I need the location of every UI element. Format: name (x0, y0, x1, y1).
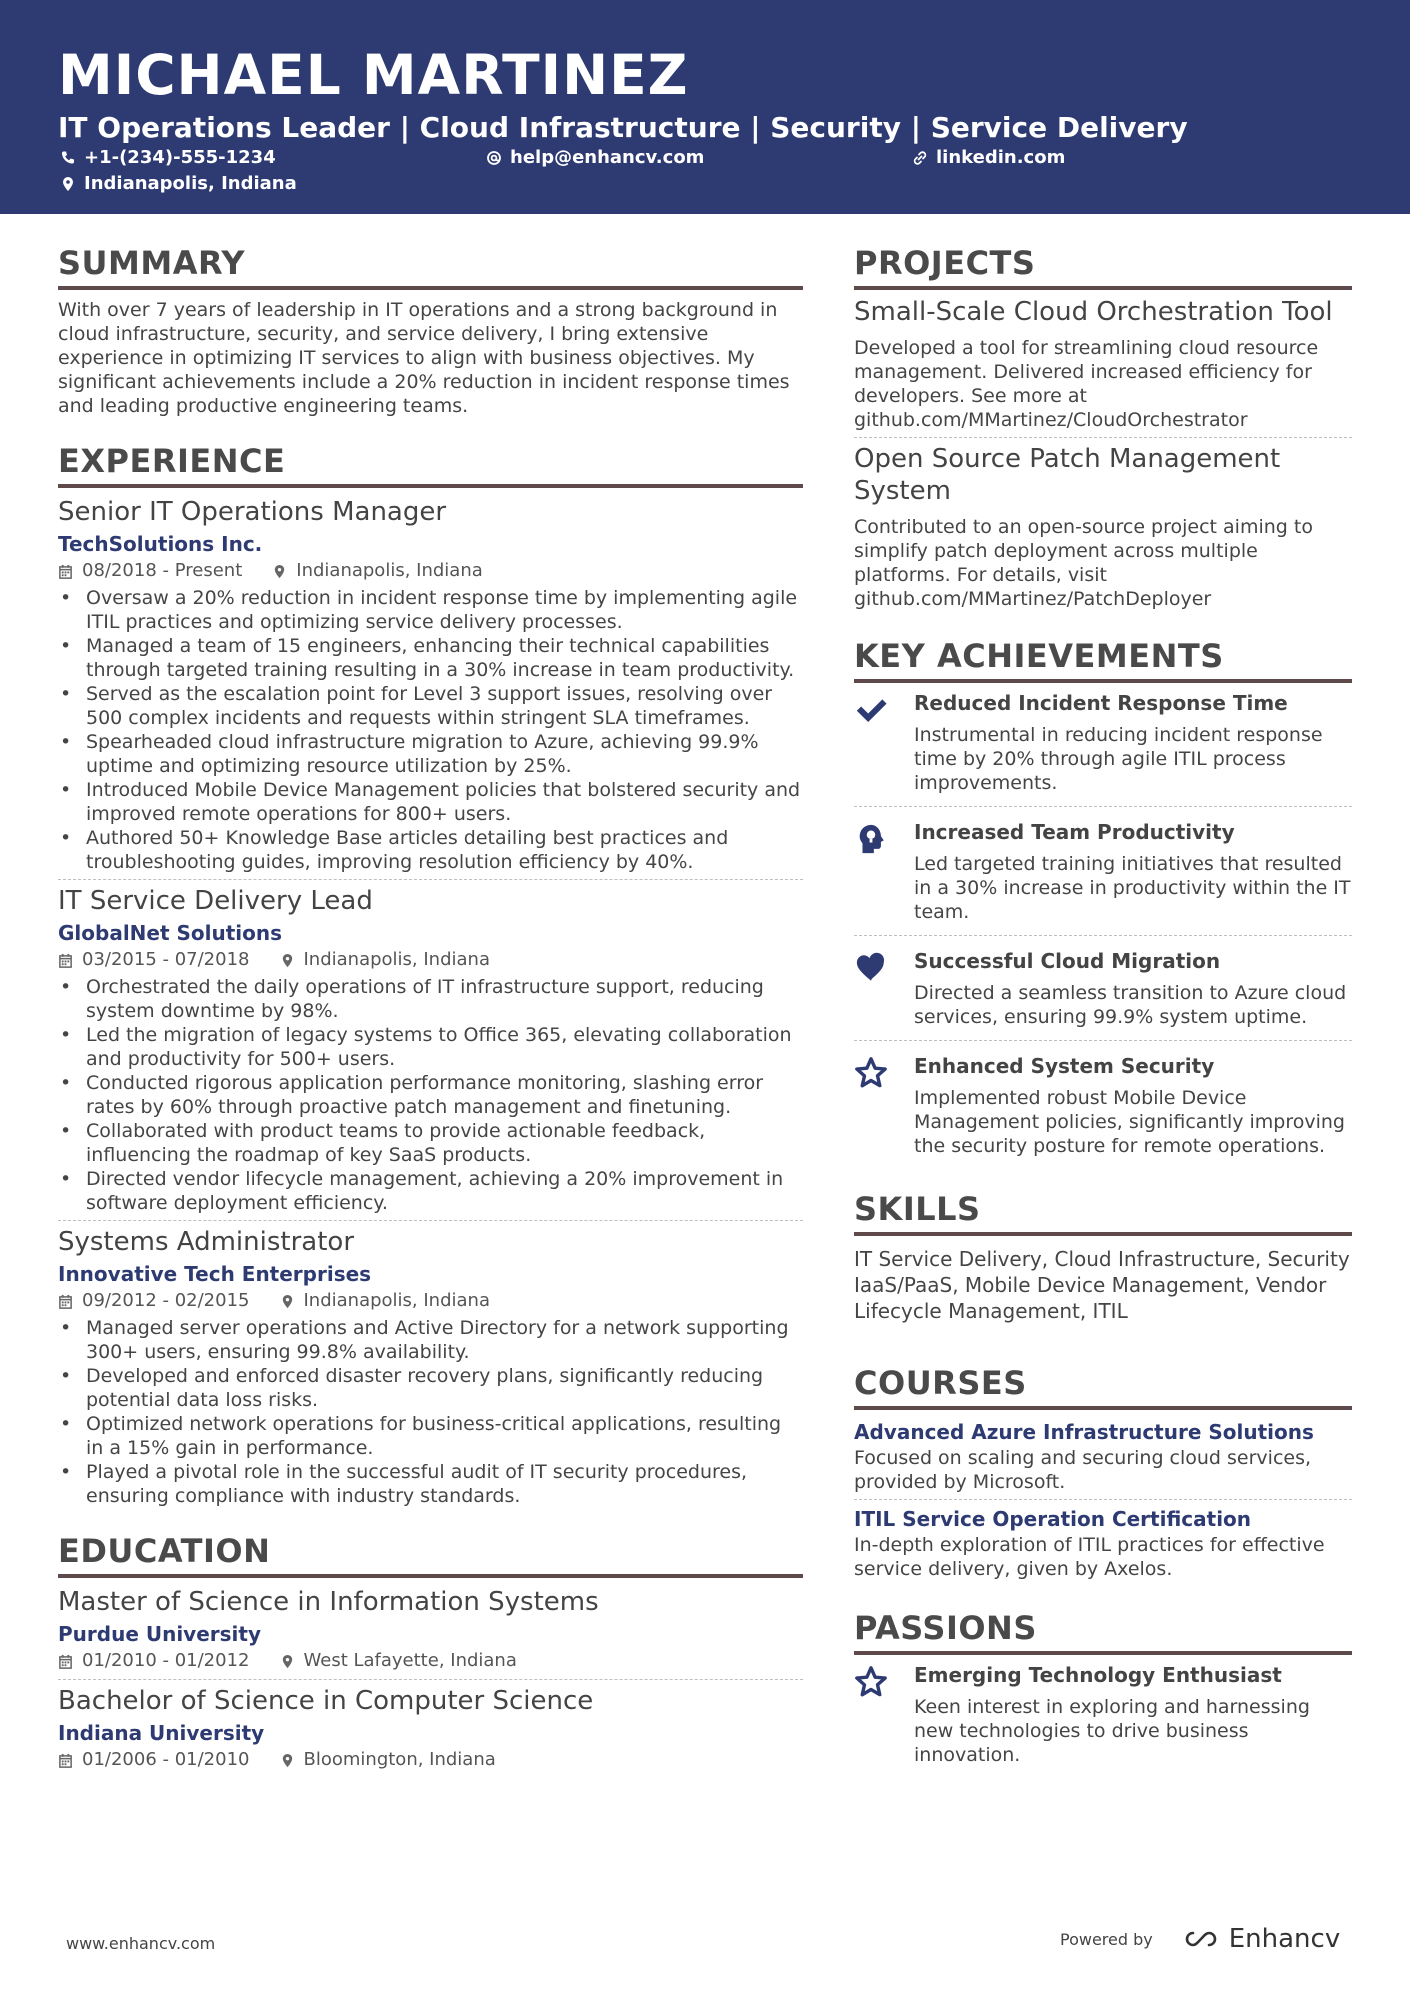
passions-section (854, 1609, 1352, 1773)
education-dates: 01/2010 - 01/2012 (82, 1650, 250, 1671)
calendar-icon (58, 953, 73, 968)
location-pin-icon (280, 1654, 295, 1669)
star-icon (854, 1056, 888, 1090)
achievement-title: Successful Cloud Migration (914, 949, 1221, 973)
experience-section (58, 442, 803, 1508)
location-pin-icon (60, 176, 76, 192)
passions-heading: PASSIONS (854, 1609, 1352, 1655)
achievement-item (854, 683, 1352, 801)
bullet-item: • Authored 50+ Knowledge Base articles detailing best practices and troubleshooting guides, improving resolution efficiency by 40%. (58, 826, 803, 874)
bullet-item: • Spearheaded cloud infrastructure migration to Azure, achieving 99.9% uptime and optimizing resource utilization by 25%. (58, 730, 803, 778)
education-location: Bloomington, Indiana (303, 1749, 496, 1770)
job-role: IT Service Delivery Lead (58, 886, 373, 916)
project-item (854, 296, 1352, 432)
project-description: Contributed to an open-source project aiming to simplify patch deployment across multiple platforms. For details, visit github.com/MMartinez/PatchDeployer (854, 516, 1313, 610)
projects-heading: PROJECTS (854, 244, 1352, 290)
linkedin-text: linkedin.com (936, 147, 1066, 168)
location-pin-icon (280, 1753, 295, 1768)
passion-item (854, 1655, 1352, 1773)
passion-title: Emerging Technology Enthusiast (914, 1663, 1282, 1687)
resume-header (0, 0, 1410, 214)
summary-section (58, 244, 803, 418)
course-description: In-depth exploration of ITIL practices for effective service delivery, given by Axelos. (854, 1534, 1325, 1580)
bullet-item: • Led the migration of legacy systems to Office 365, elevating collaboration and productivity for 500+ users. (58, 1023, 803, 1071)
divider (854, 1499, 1352, 1500)
location-pin-icon (280, 1294, 295, 1309)
course-item (854, 1418, 1352, 1494)
location-text: Indianapolis, Indiana (84, 173, 297, 194)
footer-website[interactable]: www.enhancv.com (66, 1934, 216, 1953)
job-bullets (58, 975, 803, 1215)
checkmark-icon (854, 693, 888, 727)
bullet-item: • Optimized network operations for business-critical applications, resulting in a 15% gain in performance. (58, 1412, 803, 1460)
right-column (854, 244, 1352, 1773)
job-bullets (58, 1316, 803, 1508)
link-icon (912, 150, 928, 166)
experience-item (58, 496, 803, 874)
left-column (58, 244, 803, 1773)
calendar-icon (58, 1654, 73, 1669)
achievement-description: Instrumental in reducing incident response time by 20% through agile ITIL process improvements. (914, 724, 1323, 794)
summary-heading: SUMMARY (58, 244, 803, 290)
education-item (58, 1685, 803, 1773)
bullet-item: • Oversaw a 20% reduction in incident response time by implementing agile ITIL practices and optimizing service delivery processes. (58, 586, 803, 634)
bullet-item: • Managed a team of 15 engineers, enhancing their technical capabilities through targeted training resulting in a 30% increase in team productivity. (58, 634, 803, 682)
experience-item (58, 1226, 803, 1508)
calendar-icon (58, 1753, 73, 1768)
job-role: Senior IT Operations Manager (58, 497, 447, 527)
experience-heading: EXPERIENCE (58, 442, 803, 488)
project-title: Small-Scale Cloud Orchestration Tool (854, 297, 1333, 327)
brand-name: Enhancv (1228, 1924, 1341, 1954)
education-item (58, 1586, 803, 1674)
at-icon (486, 150, 502, 166)
divider (854, 437, 1352, 438)
bullet-item: • Collaborated with product teams to provide actionable feedback, influencing the roadmap of key SaaS products. (58, 1119, 803, 1167)
education-meta (58, 1747, 803, 1773)
achievement-description: Implemented robust Mobile Device Management policies, significantly improving the security posture for remote operations. (914, 1087, 1345, 1157)
location-pin-icon (280, 953, 295, 968)
linkedin-contact[interactable] (912, 146, 1065, 170)
head-idea-icon (854, 822, 888, 856)
achievement-item (854, 812, 1352, 930)
phone-contact[interactable] (60, 146, 276, 170)
bullet-item: • Managed server operations and Active Directory for a network supporting 300+ users, ensuring 99.8% availability. (58, 1316, 803, 1364)
job-dates: 08/2018 - Present (82, 560, 243, 581)
courses-heading: COURSES (854, 1364, 1352, 1410)
location-pin-icon (272, 564, 287, 579)
achievement-title: Increased Team Productivity (914, 820, 1235, 844)
achievement-title: Enhanced System Security (914, 1054, 1215, 1078)
course-description: Focused on scaling and securing cloud services, provided by Microsoft. (854, 1447, 1312, 1493)
company-name: GlobalNet Solutions (58, 921, 283, 945)
project-description: Developed a tool for streamlining cloud resource management. Delivered increased efficiency for developers. See more at github.com/MMartinez/CloudOrchestrator (854, 337, 1319, 431)
job-location: Indianapolis, Indiana (303, 949, 490, 970)
degree: Master of Science in Information Systems (58, 1587, 599, 1617)
bullet-item: • Conducted rigorous application performance monitoring, slashing error rates by 60% through proactive patch management and finetuning. (58, 1071, 803, 1119)
education-section (58, 1532, 803, 1773)
job-location: Indianapolis, Indiana (303, 1290, 490, 1311)
bullet-item: • Introduced Mobile Device Management policies that bolstered security and improved remote operations for 800+ users. (58, 778, 803, 826)
divider (58, 1679, 803, 1680)
course-title: ITIL Service Operation Certification (854, 1507, 1252, 1531)
email-contact[interactable] (486, 146, 704, 170)
skills-section (854, 1190, 1352, 1324)
candidate-name: MICHAEL MARTINEZ (58, 43, 689, 107)
bullet-item: • Developed and enforced disaster recovery plans, significantly reducing potential data loss risks. (58, 1364, 803, 1412)
job-meta (58, 1288, 803, 1314)
skills-heading: SKILLS (854, 1190, 1352, 1236)
email-text: help@enhancv.com (510, 147, 705, 168)
project-item (854, 443, 1352, 611)
job-meta (58, 947, 803, 973)
candidate-title: IT Operations Leader | Cloud Infrastructure | Security | Service Delivery (58, 111, 1188, 144)
phone-text: +1-(234)-555-1234 (84, 147, 276, 168)
degree: Bachelor of Science in Computer Science (58, 1686, 594, 1716)
achievement-description: Directed a seamless transition to Azure cloud services, ensuring 99.9% system uptime. (914, 982, 1347, 1028)
job-dates: 09/2012 - 02/2015 (82, 1290, 250, 1311)
divider (58, 879, 803, 880)
course-item (854, 1505, 1352, 1581)
enhancv-logo-icon (1179, 1927, 1223, 1951)
job-meta (58, 558, 803, 584)
school-name: Purdue University (58, 1622, 261, 1646)
phone-icon (60, 150, 76, 166)
job-dates: 03/2015 - 07/2018 (82, 949, 250, 970)
bullet-item: • Served as the escalation point for Level 3 support issues, resolving over 500 complex incidents and requests within stringent SLA timeframes. (58, 682, 803, 730)
achievement-title: Reduced Incident Response Time (914, 691, 1288, 715)
powered-by-label: Powered by (1060, 1929, 1153, 1949)
heart-icon (854, 951, 888, 985)
passion-description: Keen interest in exploring and harnessing new technologies to drive business innovation. (914, 1696, 1310, 1766)
courses-section (854, 1364, 1352, 1581)
achievements-section (854, 637, 1352, 1164)
divider (854, 806, 1352, 807)
education-dates: 01/2006 - 01/2010 (82, 1749, 250, 1770)
location-contact (60, 172, 297, 196)
achievement-item (854, 941, 1352, 1035)
project-title: Open Source Patch Management System (854, 444, 1281, 506)
footer-branding[interactable] (1060, 1924, 1340, 1954)
bullet-item: • Orchestrated the daily operations of IT infrastructure support, reducing system downtime by 98%. (58, 975, 803, 1023)
job-role: Systems Administrator (58, 1227, 355, 1257)
divider (854, 1040, 1352, 1041)
skills-list: IT Service Delivery, Cloud Infrastructure, Security IaaS/PaaS, Mobile Device Management, Vendor Lifecycle Management, ITIL (854, 1247, 1350, 1323)
bullet-item: • Directed vendor lifecycle management, achieving a 20% improvement in software deployment efficiency. (58, 1167, 803, 1215)
job-location: Indianapolis, Indiana (296, 560, 483, 581)
achievement-item (854, 1046, 1352, 1164)
school-name: Indiana University (58, 1721, 265, 1745)
achievement-description: Led targeted training initiatives that resulted in a 30% increase in productivity within the IT team. (914, 853, 1351, 923)
summary-text: With over 7 years of leadership in IT operations and a strong background in cloud infrastructure, security, and service delivery, I bring extensive experience in optimizing IT services to align with business objectives. My significant achievements include a 20% reduction in incident response times and leading productive engineering teams. (58, 299, 790, 417)
education-heading: EDUCATION (58, 1532, 803, 1578)
achievements-heading: KEY ACHIEVEMENTS (854, 637, 1352, 683)
job-bullets (58, 586, 803, 874)
divider (854, 935, 1352, 936)
education-location: West Lafayette, Indiana (303, 1650, 517, 1671)
calendar-icon (58, 1294, 73, 1309)
projects-section (854, 244, 1352, 611)
calendar-icon (58, 564, 73, 579)
experience-item (58, 885, 803, 1215)
star-icon (854, 1665, 888, 1699)
company-name: Innovative Tech Enterprises (58, 1262, 372, 1286)
divider (58, 1220, 803, 1221)
company-name: TechSolutions Inc. (58, 532, 263, 556)
education-meta (58, 1648, 803, 1674)
bullet-item: • Played a pivotal role in the successful audit of IT security procedures, ensuring compliance with industry standards. (58, 1460, 803, 1508)
course-title: Advanced Azure Infrastructure Solutions (854, 1420, 1314, 1444)
